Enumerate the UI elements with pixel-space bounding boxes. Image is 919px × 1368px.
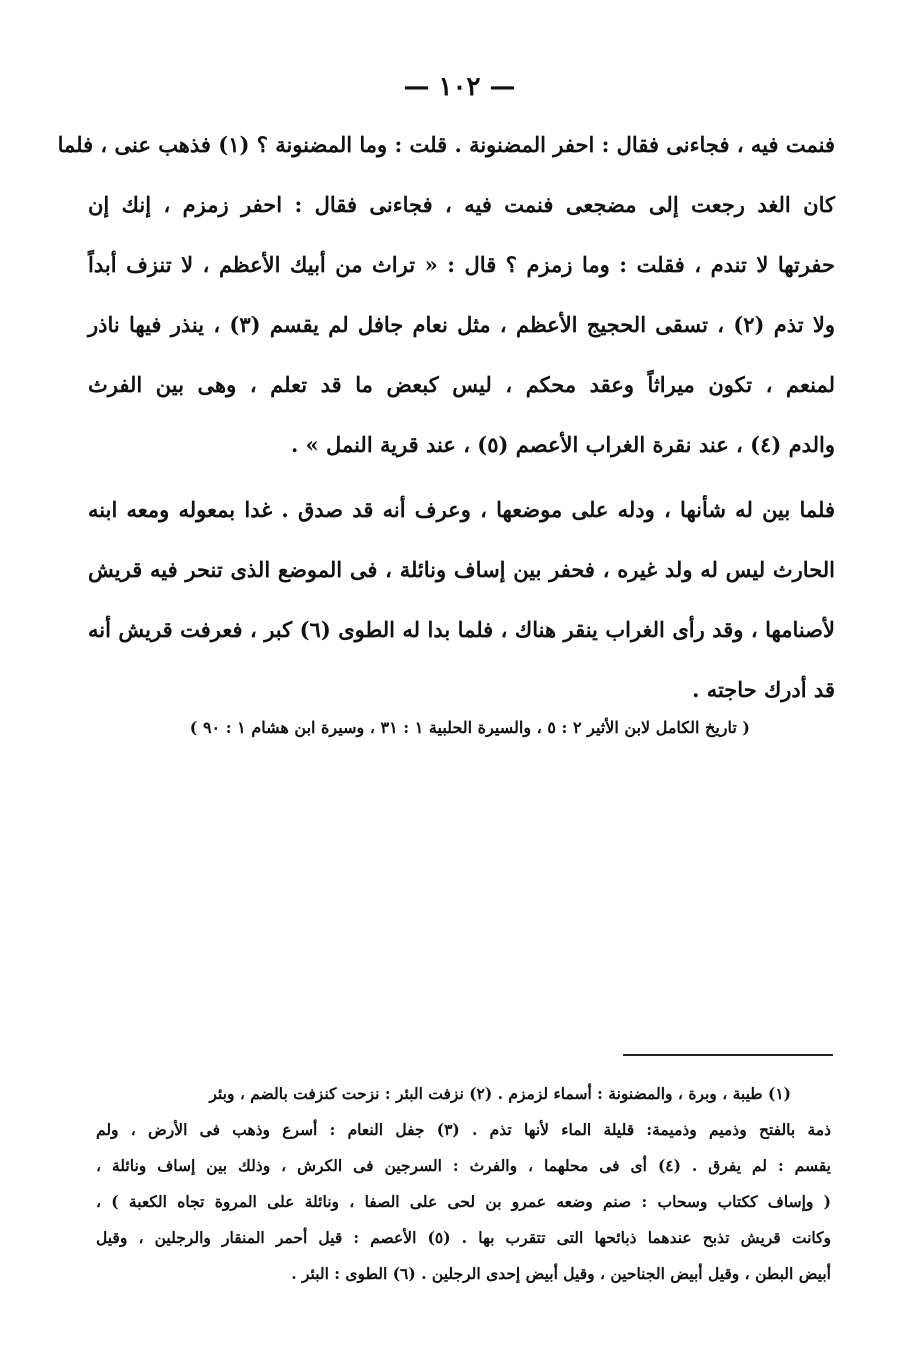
- footnote-line: ( وإساف ككتاب وسحاب : صنم وضعه عمرو بن لحى على الصفا ، ونائلة على المروة تجاه الكعبة ) ،: [96, 1192, 831, 1211]
- text-line: الحارث ليس له ولد غيره ، فحفر بين إساف ونائلة ، فى الموضع الذى تنحر فيه قريش: [88, 557, 835, 582]
- text-line: فلما بين له شأنها ، ودله على موضعها ، وعرف أنه قد صدق . غدا بمعوله ومعه ابنه: [88, 497, 835, 522]
- text-line: قد أدرك حاجته .: [692, 677, 835, 702]
- footnote-line: وكانت قريش تذبح عندهما ذبائحها التى تتقرب بها . (٥) الأعصم : قيل أحمر المنقار والرجلين ، وقيل: [96, 1228, 831, 1247]
- footnote-line: أبيض البطن ، وقيل أبيض الجناحين ، وقيل أبيض إحدى الرجلين . (٦) الطوى : البئر .: [291, 1264, 831, 1283]
- footnote-divider: [623, 1054, 833, 1056]
- page-number: — ١٠٢ —: [403, 72, 516, 102]
- footnote-line: (١) طيبة ، وبرة ، والمضنونة : أسماء لزمزم . (٢) نزفت البئر : نزحت كنزفت بالضم ، وبئر: [209, 1084, 791, 1103]
- footnote-line: يقسم : لم يفرق . (٤) أى فى محلهما ، والفرث : السرجين فى الكرش ، وذلك بين إساف ونائلة ،: [96, 1156, 831, 1175]
- text-line: ولا تذم (٢) ، تسقى الحجيج الأعظم ، مثل نعام جافل لم يقسم (٣) ، ينذر فيها ناذر: [88, 312, 836, 337]
- text-line: والدم (٤) ، عند نقرة الغراب الأعصم (٥) ، عند قرية النمل » .: [290, 432, 835, 457]
- source-citation: ( تاريخ الكامل لابن الأثير ٢ : ٥ ، والسيرة الحلبية ١ : ٣١ ، وسيرة ابن هشام ١ : ٩٠ ): [189, 718, 750, 737]
- text-line: فنمت فيه ، فجاءنى فقال : احفر المضنونة . قلت : وما المضنونة ؟ (١) فذهب عنى ، فلما: [57, 132, 835, 157]
- footnotes: [96, 1076, 831, 1292]
- paragraph-1: [57, 115, 836, 475]
- paragraph-2: [88, 480, 835, 720]
- text-line: كان الغد رجعت إلى مضجعى فنمت فيه ، فجاءنى فقال : احفر زمزم ، إنك إن: [88, 192, 835, 217]
- footnote-line: ذمة بالفتح وذميم وذميمة: قليلة الماء لأنها تذم . (٣) جفل النعام : أسرع وذهب فى الأرض ، ولم: [96, 1120, 831, 1139]
- text-line: لمنعم ، تكون ميراثاً وعقد محكم ، ليس كبعض ما قد تعلم ، وهى بين الفرث: [88, 372, 835, 397]
- text-line: لأصنامها ، وقد رأى الغراب ينقر هناك ، فلما بدا له الطوى (٦) كبر ، فعرفت قريش أنه: [88, 617, 835, 642]
- text-line: حفرتها لا تندم ، فقلت : وما زمزم ؟ قال : « تراث من أبيك الأعظم ، لا تنزف أبداً: [88, 252, 836, 277]
